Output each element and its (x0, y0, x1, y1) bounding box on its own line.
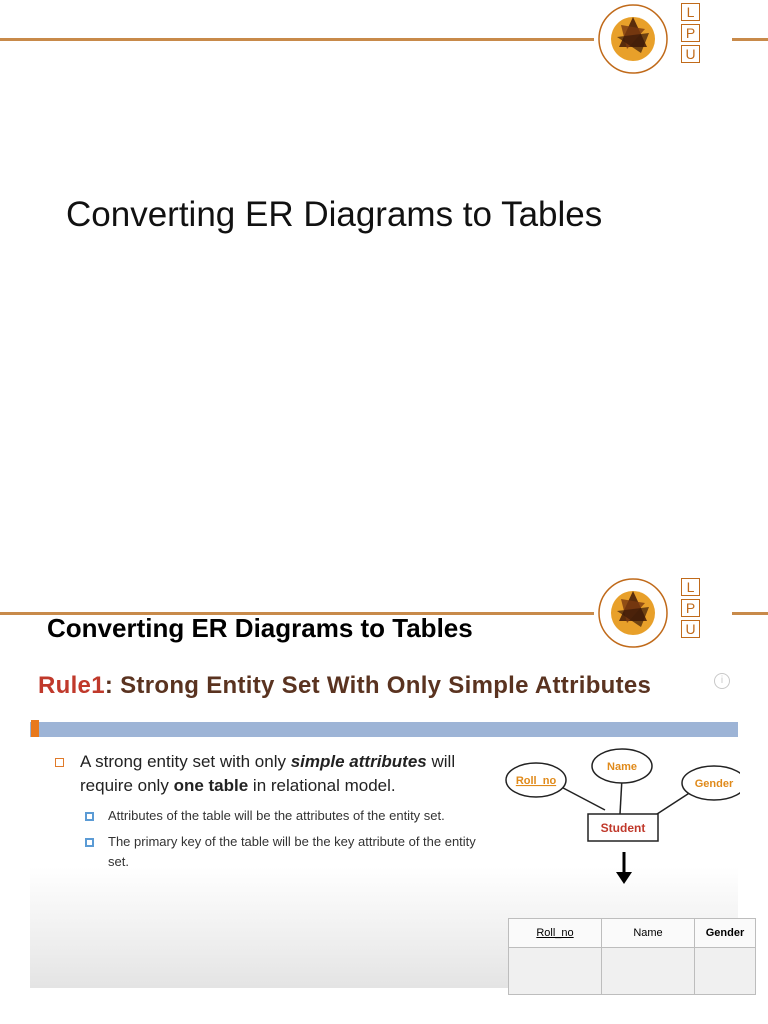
lpu-letter: L (681, 578, 700, 596)
sub-bullet-text: Attributes of the table will be the attributes of the entity set. (108, 808, 445, 823)
slide-2-title: Converting ER Diagrams to Tables (47, 613, 473, 643)
square-bullet-icon (85, 838, 94, 847)
rule-text: : Strong Entity Set With Only Simple Attributes (104, 672, 652, 699)
table-header-cell: Roll_no (509, 919, 602, 948)
slide-1-title: Converting ER Diagrams to Tables (66, 195, 603, 234)
rule-heading (38, 672, 651, 700)
sub-bullet-text: The primary key of the table will be the key attribute of the entity set. (108, 834, 476, 869)
square-bullet-icon (55, 758, 64, 767)
lpu-letters (681, 3, 700, 63)
lpu-letter: U (681, 620, 700, 638)
table-row (509, 948, 756, 995)
bullet-item (52, 750, 482, 798)
sub-bullet-item (52, 806, 482, 826)
band-accent (31, 720, 39, 737)
bullet-bold: one table (173, 776, 249, 795)
attribute-label: Name (607, 761, 637, 773)
header-line-right (732, 612, 768, 615)
lpu-letters (681, 578, 700, 638)
title-band (30, 722, 738, 737)
bullet-list (52, 750, 482, 872)
table-cell (509, 948, 602, 995)
table-header-cell: Name (602, 919, 695, 948)
attribute-label: Gender (694, 778, 734, 790)
square-bullet-icon (85, 812, 94, 821)
university-seal-icon (597, 3, 669, 75)
table-cell (602, 948, 695, 995)
info-icon[interactable]: i (714, 673, 730, 689)
down-arrow-icon (616, 872, 632, 884)
bullet-text: A strong entity set with only (80, 752, 291, 771)
sub-bullet-item (52, 832, 482, 872)
lpu-letter: L (681, 3, 700, 21)
lpu-letter: P (681, 599, 700, 617)
result-table (508, 918, 756, 995)
university-seal-icon (597, 577, 669, 649)
bullet-text: will require only (80, 752, 456, 795)
slide-2 (0, 560, 768, 990)
attribute-label: Roll_no (515, 775, 557, 787)
header-line-right (732, 38, 768, 41)
header-line-left (0, 38, 594, 41)
entity-label: Student (600, 821, 646, 835)
lpu-letter: P (681, 24, 700, 42)
connector-line (654, 790, 694, 816)
bullet-emphasis: simple attributes (290, 752, 427, 771)
table-header-cell: Gender (695, 919, 756, 948)
table-cell (695, 948, 756, 995)
rule-label: Rule1 (38, 672, 105, 699)
er-diagram (490, 740, 740, 890)
lpu-letter: U (681, 45, 700, 63)
bullet-text: in relational model. (248, 776, 396, 795)
table-header-row (509, 919, 756, 948)
